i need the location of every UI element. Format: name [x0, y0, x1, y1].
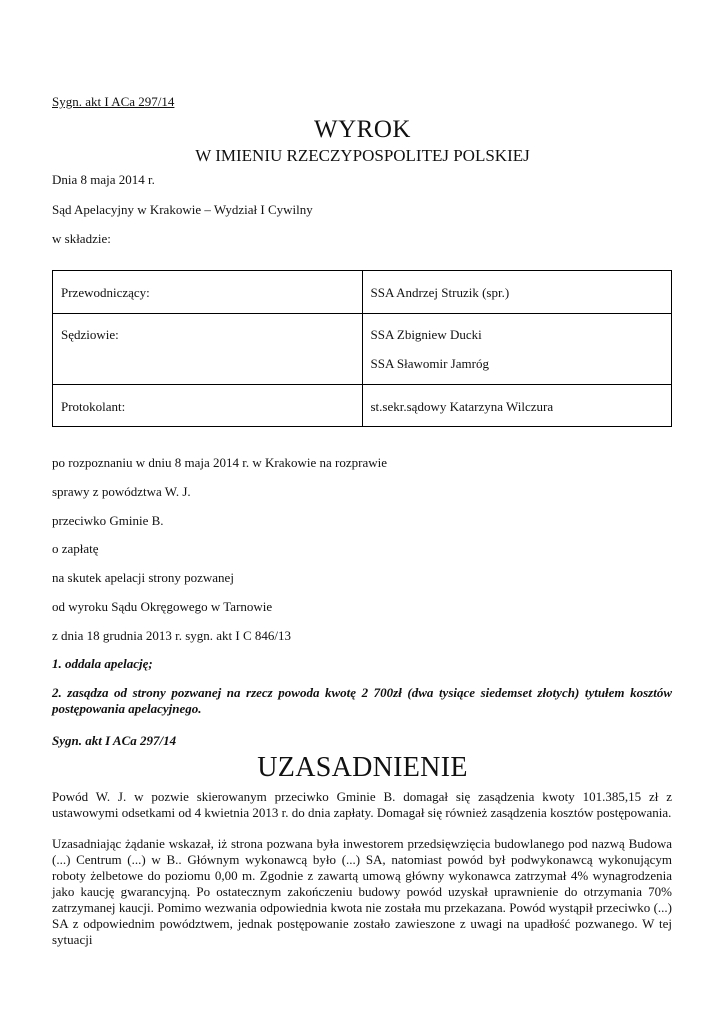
- document-subtitle: W IMIENIU RZECZYPOSPOLITEJ POLSKIEJ: [195, 146, 530, 165]
- panel-row-clerk: [53, 385, 672, 427]
- proceedings-line: o zapłatę: [52, 541, 99, 556]
- panel-role-cell: [53, 314, 363, 385]
- justification-paragraph-2: Uzasadniając żądanie wskazał, iż strona pozwana była inwestorem przedsięwzięcia budowlanego pod nazwą Budowa (...) Centrum (...) w B.. Głównym wykonawcą było (...) SA, natomiast powód był podwykonawcą wykonującym roboty żelbetowe do poziomu 0,00 m. Zgodnie z zawartą umową główny wykonawca zatrzymał 4% wynagrodzenia jako kaucję gwarancyjną. Po ostatecznym zakończeniu budowy powód uzyskał uprawnienie do otrzymania 70% zatrzymanej kaucji. Pomimo wezwania odpowiednia kwota nie została mu przekazana. Powód wystąpił przeciwko (...) SA z odpowiednim powództwem, jednak postępowanie zostało zawieszone z uwagi na upadłość pozwanego. W tej sytuacji: [52, 836, 672, 947]
- panel-member: SSA Sławomir Jamróg: [370, 356, 489, 371]
- proceedings-line: od wyroku Sądu Okręgowego w Tarnowie: [52, 599, 273, 614]
- judgment-date: Dnia 8 maja 2014 r.: [52, 172, 155, 187]
- panel-role-cell: [53, 271, 363, 314]
- document-title: WYROK: [314, 116, 411, 143]
- panel-role-cell: [53, 385, 363, 427]
- justification-paragraph-1: Powód W. J. w pozwie skierowanym przeciwko Gminie B. domagał się zasądzenia kwoty 101.385,15 zł z ustawowymi odsetkami od 4 kwietnia 2013 r. do dnia zapłaty. Domagał się również zasądzenia kosztów postępowania.: [52, 789, 672, 820]
- panel-row-judges: [53, 314, 672, 385]
- panel-role: Przewodniczący:: [61, 285, 150, 300]
- panel-member: st.sekr.sądowy Katarzyna Wilczura: [370, 399, 554, 414]
- panel-members-cell: [362, 271, 672, 314]
- proceedings-line: przeciwko Gminie B.: [52, 513, 164, 528]
- panel-role: Sędziowie:: [61, 327, 119, 342]
- panel-row-chair: [53, 271, 672, 314]
- panel-role: Protokolant:: [61, 399, 126, 414]
- panel-table: [52, 270, 672, 427]
- proceedings-line: po rozpoznaniu w dniu 8 maja 2014 r. w Krakowie na rozprawie: [52, 455, 388, 470]
- panel-member: SSA Andrzej Struzik (spr.): [370, 285, 510, 300]
- proceedings-line: na skutek apelacji strony pozwanej: [52, 570, 234, 585]
- case-reference: Sygn. akt I ACa 297/14: [52, 94, 175, 109]
- panel-member: SSA Zbigniew Ducki: [370, 327, 482, 342]
- proceedings-line: sprawy z powództwa W. J.: [52, 484, 191, 499]
- panel-members-cell: [362, 385, 672, 427]
- proceedings-line: z dnia 18 grudnia 2013 r. sygn. akt I C 846/13: [52, 628, 292, 643]
- verdict-point-2: 2. zasądza od strony pozwanej na rzecz powoda kwotę 2 700zł (dwa tysiące siedemset złotych) tytułem kosztów postępowania apelacyjnego.: [52, 685, 672, 716]
- case-reference-repeat: Sygn. akt I ACa 297/14: [52, 733, 177, 748]
- panel-members-cell: [362, 314, 672, 385]
- verdict-point-1: 1. oddala apelację;: [52, 656, 153, 671]
- court-name: Sąd Apelacyjny w Krakowie – Wydział I Cywilny: [52, 202, 313, 217]
- justification-title: UZASADNIENIE: [257, 752, 468, 783]
- composition-label: w składzie:: [52, 231, 111, 246]
